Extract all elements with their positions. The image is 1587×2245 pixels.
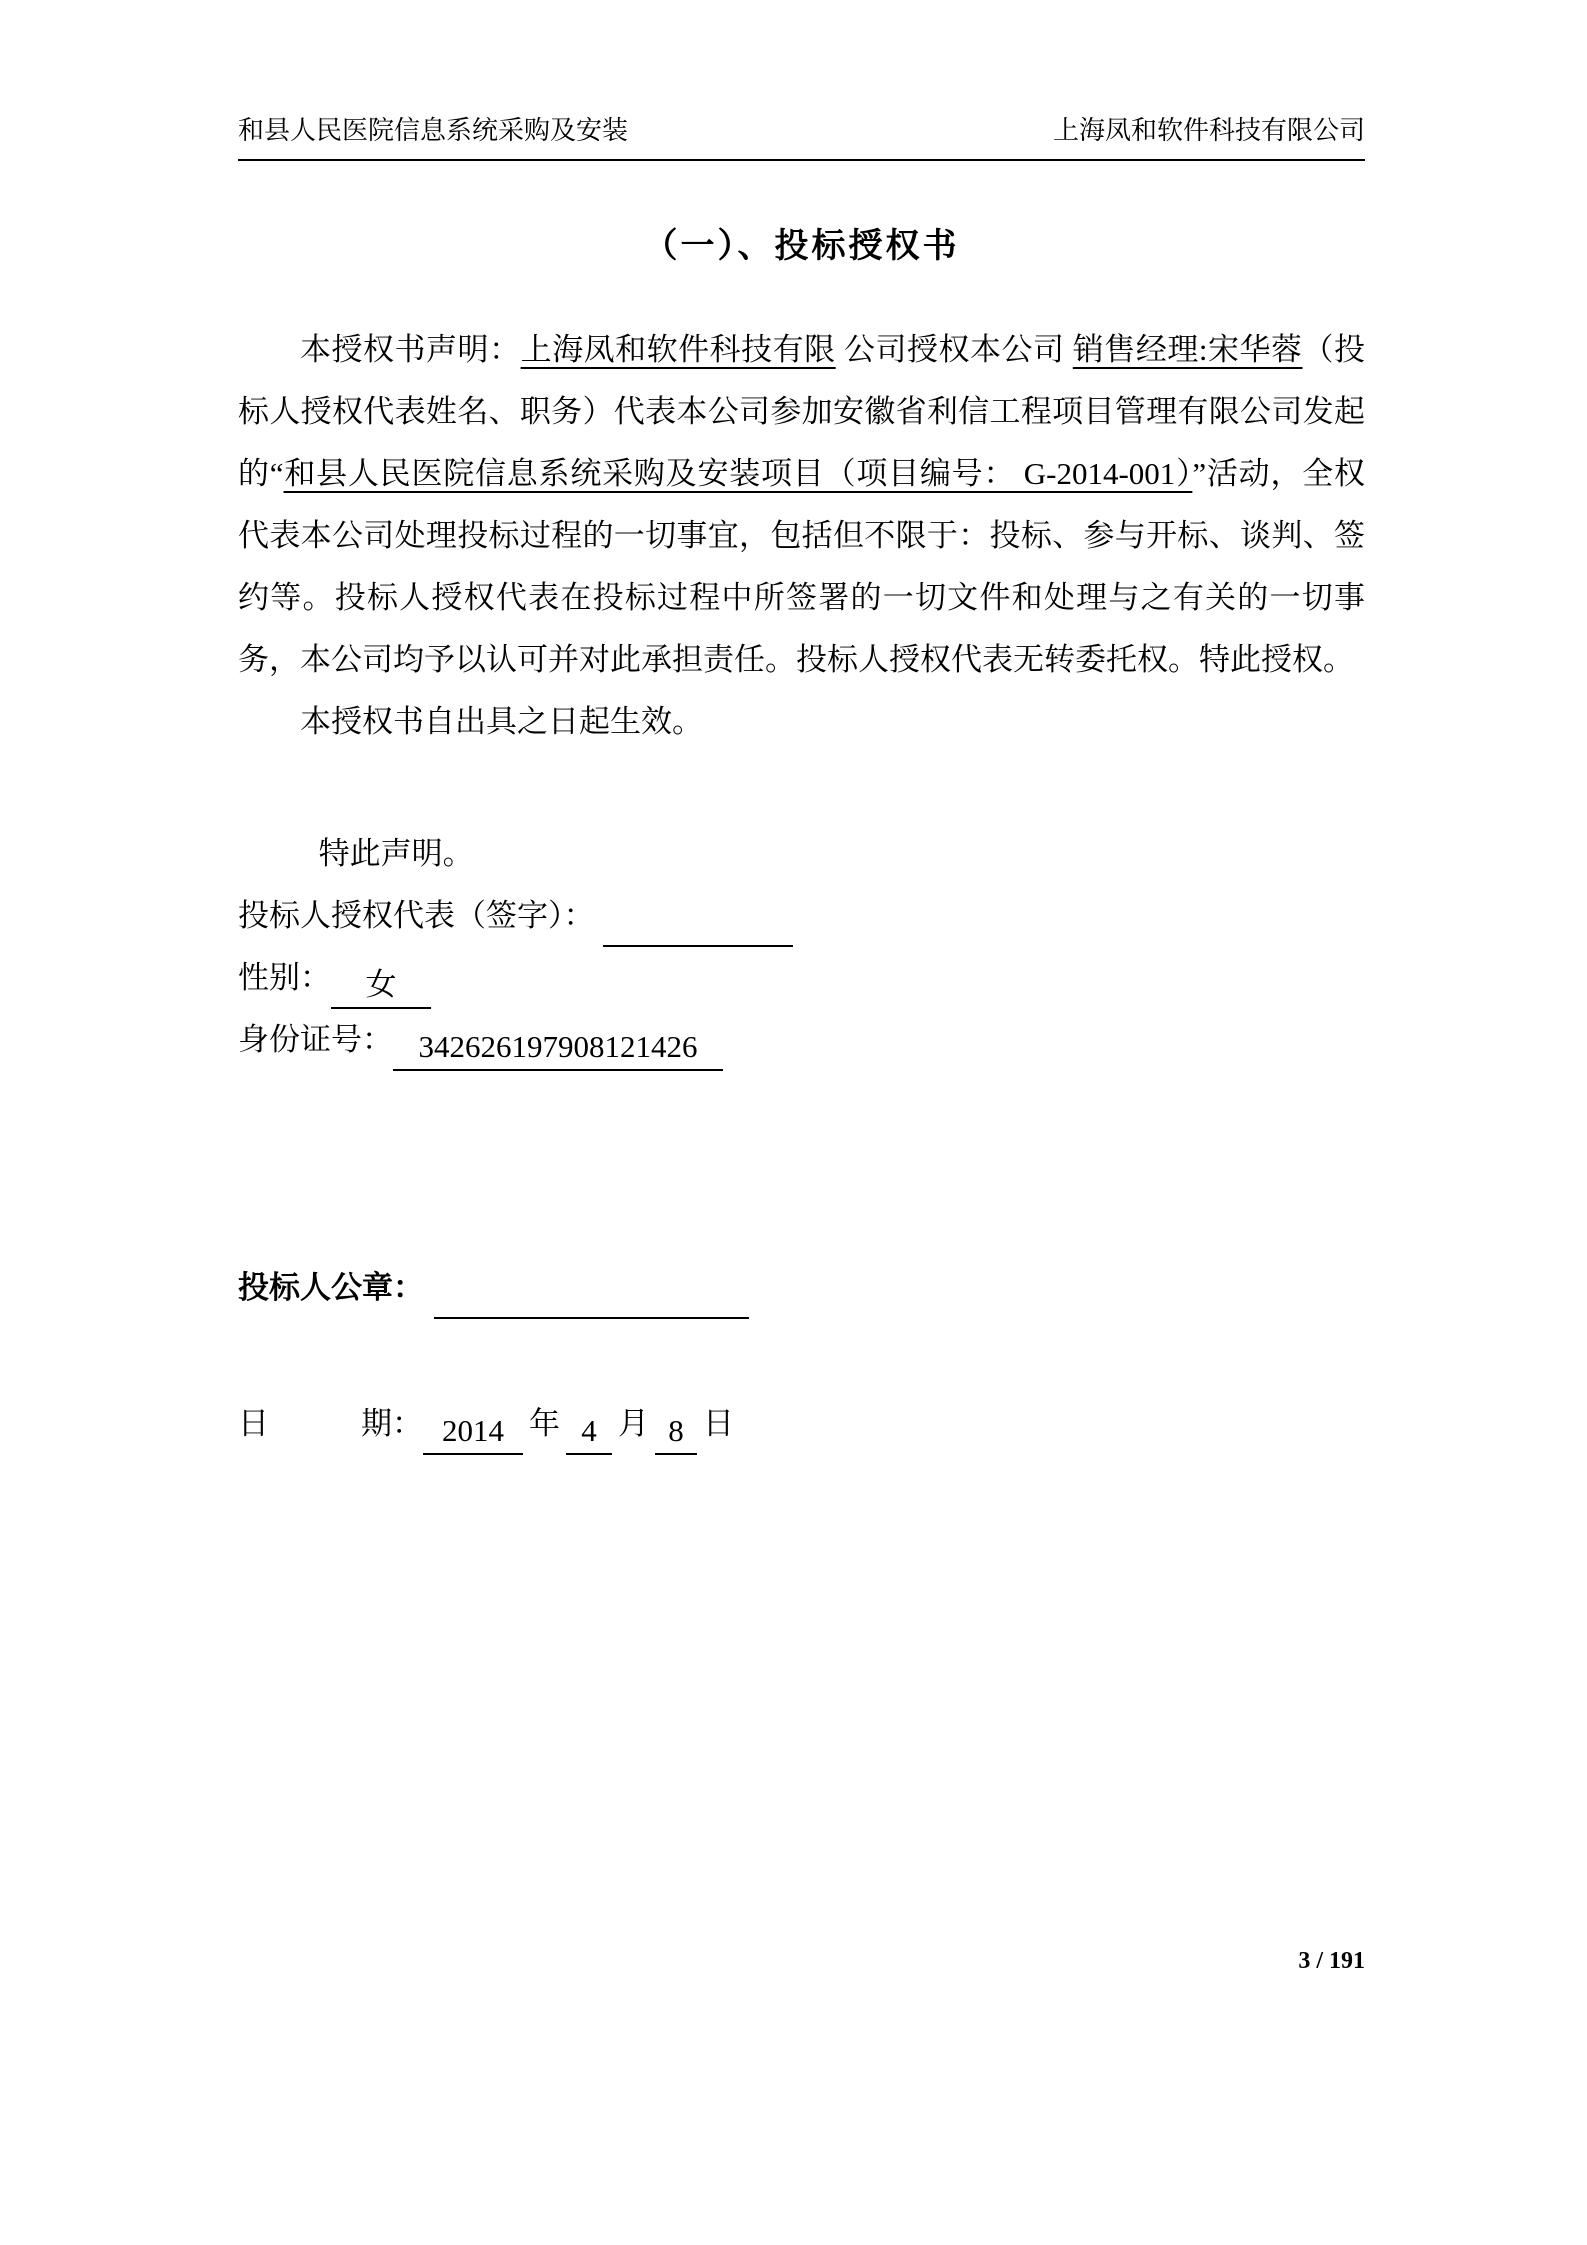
page-header xyxy=(238,110,1365,161)
date-day-unit: 日 xyxy=(703,1406,734,1441)
signature-label: 投标人授权代表（签字）： xyxy=(238,898,595,933)
document-content xyxy=(238,218,1365,1455)
declaration-company-name-underlined: 上海凤和软件科技有限 xyxy=(520,332,836,367)
paragraph-effective-date: 本授权书自出具之日起生效。 xyxy=(300,704,703,739)
page-footer-page-number: 3 / 191 xyxy=(1298,1948,1365,1974)
bidder-seal-blank-field[interactable] xyxy=(434,1279,749,1319)
declaration-tail: ”活动，全权代表本公司处理投标过程的一切事宜，包括但不限于：投标、参与开标、谈判、签约等。投标人授权代表在投标过程中所签署的一切文件和处理与之有关的一切事务，本公司均予以认可并对此承担责任。投标人授权代表无转委托权。特此授权。 xyxy=(238,456,1366,677)
document-title: （一）、投标授权书 xyxy=(643,227,960,265)
date-day-value: 8 xyxy=(655,1407,697,1455)
bidder-seal-line xyxy=(238,1257,1365,1319)
gender-label: 性别： xyxy=(238,960,331,995)
date-year-unit: 年 xyxy=(529,1406,560,1441)
declaration-mid2: （投标人授权代表姓名、职务）代表本公司参加安徽省利信工程项目管理有限公司发起的“ xyxy=(238,332,1366,491)
signature-blank-field[interactable] xyxy=(603,907,793,947)
date-year-value: 2014 xyxy=(423,1407,523,1455)
signature-line xyxy=(238,885,1365,947)
declaration-project-underlined: 和县人民医院信息系统采购及安装项目（项目编号： G-2014-001） xyxy=(283,456,1193,491)
declaration-lead: 本授权书声明： xyxy=(300,332,521,367)
declaration-mid1: 公司授权本公司 xyxy=(835,332,1073,367)
header-project-name: 和县人民医院信息系统采购及安装 xyxy=(238,116,629,145)
paragraph-declaration xyxy=(238,319,1365,691)
date-month-value: 4 xyxy=(566,1407,612,1455)
id-number-value: 342626197908121426 xyxy=(393,1023,723,1071)
date-label-day-char: 日 xyxy=(238,1406,269,1441)
date-line xyxy=(238,1393,1365,1455)
id-number-line xyxy=(238,1009,1365,1071)
bidder-seal-label: 投标人公章： xyxy=(238,1270,424,1305)
gender-line xyxy=(238,947,1365,1009)
header-company-name: 上海凤和软件科技有限公司 xyxy=(1052,116,1365,145)
id-number-label: 身份证号： xyxy=(238,1022,393,1057)
paragraph-statement: 特此声明。 xyxy=(318,836,474,871)
date-month-unit: 月 xyxy=(618,1406,649,1441)
date-label-date-char: 期： xyxy=(361,1406,423,1441)
declaration-agent-underlined: 销售经理:宋华蓉 xyxy=(1072,332,1303,367)
gender-value: 女 xyxy=(331,961,431,1009)
